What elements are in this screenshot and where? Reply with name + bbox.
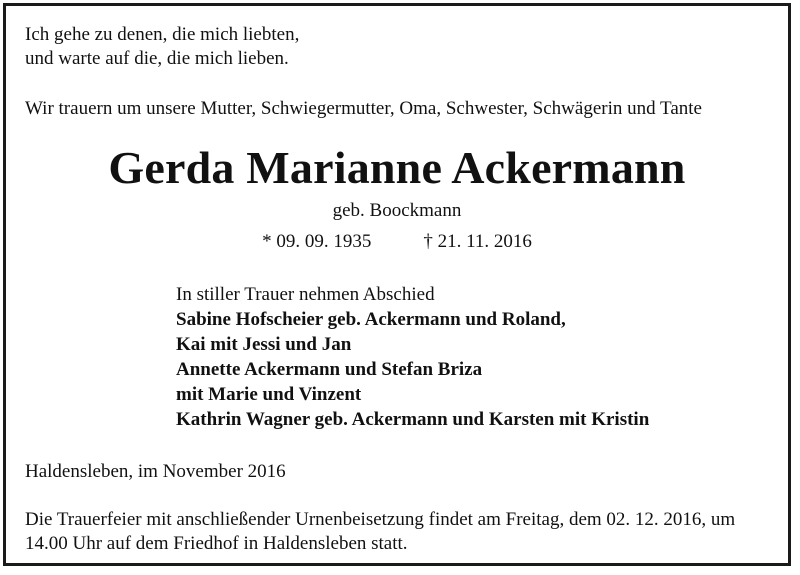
mourner-line: Kathrin Wagner geb. Ackermann und Karsten mit Kristin	[176, 409, 650, 430]
funeral-info: Die Trauerfeier mit anschließender Urnenbeisetzung findet am Freitag, dem 02. 12. 2016, um 14.00 Uhr auf dem Friedhof in Haldensleben statt.	[25, 509, 736, 554]
life-dates	[6, 231, 788, 253]
mourner-line: mit Marie und Vinzent	[176, 384, 362, 405]
verse-line-2: und warte auf die, die mich lieben.	[25, 48, 289, 69]
maiden-name: geb. Boockmann	[332, 200, 462, 221]
obituary-notice	[3, 3, 791, 566]
birth-date: * 09. 09. 1935	[262, 231, 372, 252]
verse-line-1: Ich gehe zu denen, die mich liebten,	[25, 24, 300, 45]
mourners-block	[176, 282, 649, 432]
place-date: Haldensleben, im November 2016	[25, 461, 286, 482]
mourners-intro: In stiller Trauer nehmen Abschied	[176, 284, 435, 305]
death-date: † 21. 11. 2016	[423, 231, 532, 252]
mourner-line: Sabine Hofscheier geb. Ackermann und Roland,	[176, 309, 566, 330]
mourning-intro: Wir trauern um unsere Mutter, Schwiegermutter, Oma, Schwester, Schwägerin und Tante	[25, 98, 702, 119]
mourner-line: Annette Ackermann und Stefan Briza	[176, 359, 483, 380]
deceased-name: Gerda Marianne Ackermann	[108, 142, 686, 193]
mourner-line: Kai mit Jessi und Jan	[176, 334, 352, 355]
